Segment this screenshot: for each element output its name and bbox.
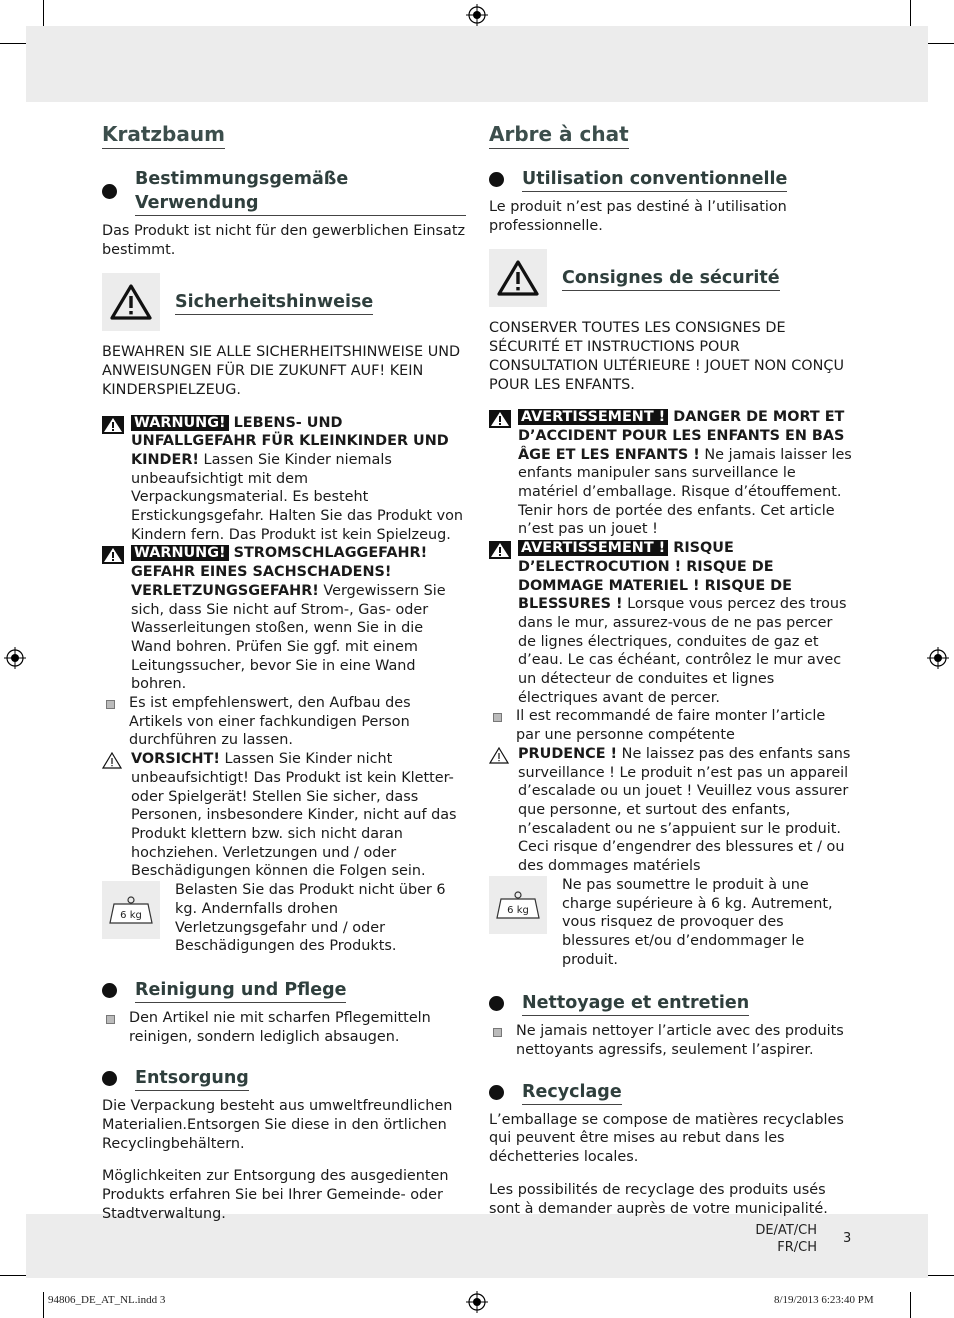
section-heading-disposal	[102, 1066, 466, 1091]
registration-mark-icon	[927, 647, 949, 669]
weight-icon	[489, 876, 547, 934]
safety-heading	[489, 249, 853, 307]
warning-triangle-icon	[489, 249, 547, 307]
warning-bold: LEBENS- UND UNFALLGEFAHR FÜR KLEINKINDER UND KINDER!	[131, 414, 449, 468]
list-item-text: Den Artikel nie mit scharfen Pflegemitteln reinigen, sondern lediglich absaugen.	[129, 1009, 431, 1045]
section-title: Entsorgung	[135, 1066, 249, 1091]
warning-item	[489, 408, 853, 539]
warning-bold: DANGER DE MORT ET D’ACCIDENT POUR LES ENFANTS EN BAS ÂGE ET LES ENFANTS !	[518, 409, 845, 463]
bullet-icon	[489, 1085, 504, 1100]
warning-item	[102, 544, 466, 694]
list-item-text: Es ist empfehlenswert, den Aufbau des Artikels von einer fachkundigen Person durchführen zu lassen.	[129, 695, 411, 749]
page-number: 3	[843, 1231, 852, 1246]
crop-mark	[43, 0, 44, 26]
crop-mark	[910, 0, 911, 26]
section-title: Bestimmungsgemäße Verwendung	[135, 167, 466, 216]
warning-icon	[102, 546, 124, 564]
warning-icon	[489, 541, 511, 559]
section-title: Reinigung und Pflege	[135, 978, 346, 1003]
weight-icon	[102, 881, 160, 939]
list-item	[102, 694, 466, 750]
warning-triangle-icon	[102, 273, 160, 331]
warning-icon	[102, 416, 124, 434]
warning-label: AVERTISSEMENT !	[518, 409, 668, 425]
use-text: Le produit n’est pas destiné à l’utilisation professionnelle.	[489, 199, 787, 234]
section-heading-disposal	[489, 1080, 853, 1105]
section-heading-cleaning	[102, 978, 466, 1003]
caution-item	[489, 745, 853, 876]
page-title: Arbre à chat	[489, 120, 629, 149]
warning-bold: RISQUE D’ELECTROCUTION ! RISQUE DE DOMMAGE MATERIEL ! RISQUE DE BLESSURES !	[518, 540, 792, 613]
page-title: Kratzbaum	[102, 120, 225, 149]
warning-text: Ne jamais laisser les enfants manipuler sans surveillance le matériel d’emballage. Risque d’étouffement. Tenir hors de portée des enfants. Cet article n’est pas un jouet !	[518, 446, 852, 538]
registration-mark-icon	[4, 647, 26, 669]
safety-intro: BEWAHREN SIE ALLE SICHERHEITSHINWEISE UND ANWEISUNGEN FÜR DIE ZUKUNFT AUF! KEIN KINDERSPIELZEUG.	[102, 344, 461, 398]
weight-warning	[102, 881, 466, 956]
safety-heading	[102, 273, 466, 331]
warning-item	[102, 414, 466, 545]
crop-mark	[0, 1275, 26, 1276]
bullet-icon	[489, 172, 504, 187]
warning-text: Lassen Sie Kinder niemals unbeaufsichtigt mit dem Verpackungsmaterial. Es besteht Erstickungsgefahr. Halten Sie das Produkt von Kindern fern. Das Produkt ist kein Spielzeug.	[131, 451, 464, 543]
disposal-text-1: L’emballage se compose de matières recyclables qui peuvent être mises au rebut dans les déchetteries locales.	[489, 1111, 844, 1166]
list-item	[489, 707, 853, 744]
list-item-text: Ne jamais nettoyer l’article avec des produits nettoyants agressifs, seulement l’aspirer.	[516, 1023, 844, 1059]
disposal-text-2: Möglichkeiten zur Entsorgung des ausgedienten Produkts erfahren Sie bei Ihrer Gemeinde- oder Stadtverwaltung.	[102, 1168, 449, 1222]
warning-label: AVERTISSEMENT !	[518, 540, 668, 556]
french-column	[489, 120, 853, 1232]
weight-text: Ne pas soumettre le produit à une charge supérieure à 6 kg. Autrement, vous risquez de provoquer des blessures et/ou d’endommager le produit.	[562, 876, 833, 968]
list-item	[102, 1009, 466, 1046]
language-code-line: FR/CH	[777, 1240, 817, 1255]
weight-label: 6 kg	[507, 904, 529, 916]
german-column	[102, 120, 466, 1238]
square-bullet-icon	[106, 700, 115, 709]
list-item-text: Il est recommandé de faire monter l’article par une personne compétente	[516, 708, 826, 744]
weight-text: Belasten Sie das Produkt nicht über 6 kg. Andernfalls drohen Verletzungsgefahr und / oder Beschädigungen des Produkts.	[175, 882, 446, 955]
language-code-line: DE/AT/CH	[755, 1223, 817, 1238]
warning-icon	[489, 410, 511, 428]
warning-text: Lorsque vous percez des trous dans le mur, assurez-vous de ne pas percer de lignes électriques, conduites de gaz et d’eau. Le cas échéant, contrôlez le mur avec un détecteur de conduites et lignes électriques avant de percer.	[518, 596, 847, 706]
registration-mark-icon	[466, 4, 488, 26]
disposal-text-1: Die Verpackung besteht aus umweltfreundlichen Materialien.Entsorgen Sie diese in den örtlichen Recyclingbehältern.	[102, 1098, 453, 1152]
list-item	[489, 1022, 853, 1059]
caution-text: Ne laissez pas des enfants sans surveillance ! Le produit n’est pas un appareil d’escalade ou un jouet ! Veuillez vous assurer que personne, et surtout des enfants, n’escaladent ou ne s’appuient sur le produit. Ceci risque d’engendrer des blessures et / ou des dommages matériels	[518, 745, 851, 875]
section-title: Sicherheitshinweise	[175, 290, 373, 315]
crop-mark	[928, 43, 954, 44]
print-slug-date: 8/19/2013 6:23:40 PM	[774, 1294, 874, 1306]
section-title: Consignes de sécurité	[562, 266, 780, 291]
section-title: Nettoyage et entretien	[522, 991, 749, 1016]
section-heading-cleaning	[489, 991, 853, 1016]
print-slug-file: 94806_DE_AT_NL.indd 3	[48, 1294, 166, 1306]
caution-text: Lassen Sie Kinder nicht unbeaufsichtigt! Das Produkt ist kein Kletter- oder Spielgerät! Stellen Sie sicher, dass Personen, insbesondere Kinder, nicht auf das Produkt klettern bzw. sich nicht daran hochziehen. Verletzungen und / oder Beschädigungen können die Folgen sein.	[131, 751, 457, 880]
warning-item	[489, 539, 853, 707]
crop-mark	[0, 43, 26, 44]
bullet-icon	[102, 184, 117, 199]
crop-mark	[910, 1292, 911, 1318]
section-title: Recyclage	[522, 1080, 622, 1105]
warning-text: Vergewissern Sie sich, dass Sie nicht auf Strom-, Gas- oder Wasserleitungen stoßen, wenn Sie in die Wand bohren. Prüfen Sie ggf. mit einem Leitungssucher, bevor Sie in eine Wand bohren.	[131, 582, 446, 693]
caution-item	[102, 750, 466, 881]
warning-bold: STROMSCHLAGGEFAHR! GEFAHR EINES SACHSCHADENS! VERLETZUNGSGEFAHR!	[131, 545, 428, 599]
caution-icon	[102, 752, 122, 769]
disposal-text-2: Les possibilités de recyclage des produits usés sont à demander auprès de votre municipalité.	[489, 1181, 828, 1217]
weight-label: 6 kg	[120, 910, 142, 922]
crop-mark	[928, 1275, 954, 1276]
bullet-icon	[102, 1071, 117, 1086]
section-heading-use	[489, 167, 853, 192]
section-title: Utilisation conventionnelle	[522, 167, 787, 192]
language-codes	[755, 1222, 817, 1256]
header-band	[26, 26, 928, 102]
square-bullet-icon	[106, 1015, 115, 1024]
section-heading-use	[102, 167, 466, 216]
bullet-icon	[489, 996, 504, 1011]
caution-bold: VORSICHT!	[131, 751, 220, 768]
bullet-icon	[102, 983, 117, 998]
registration-mark-icon	[466, 1291, 488, 1313]
caution-bold: PRUDENCE !	[518, 745, 618, 762]
warning-label: WARNUNG!	[131, 415, 229, 431]
crop-mark	[43, 1292, 44, 1318]
weight-warning	[489, 876, 853, 970]
warning-label: WARNUNG!	[131, 545, 229, 561]
safety-intro: CONSERVER TOUTES LES CONSIGNES DE SÉCURITÉ ET INSTRUCTIONS POUR CONSULTATION ULTÉRIEURE ! JOUET NON CONÇU POUR LES ENFANTS.	[489, 320, 844, 393]
use-text: Das Produkt ist nicht für den gewerblichen Einsatz bestimmt.	[102, 223, 466, 258]
caution-icon	[489, 747, 509, 764]
square-bullet-icon	[493, 1028, 502, 1037]
square-bullet-icon	[493, 713, 502, 722]
